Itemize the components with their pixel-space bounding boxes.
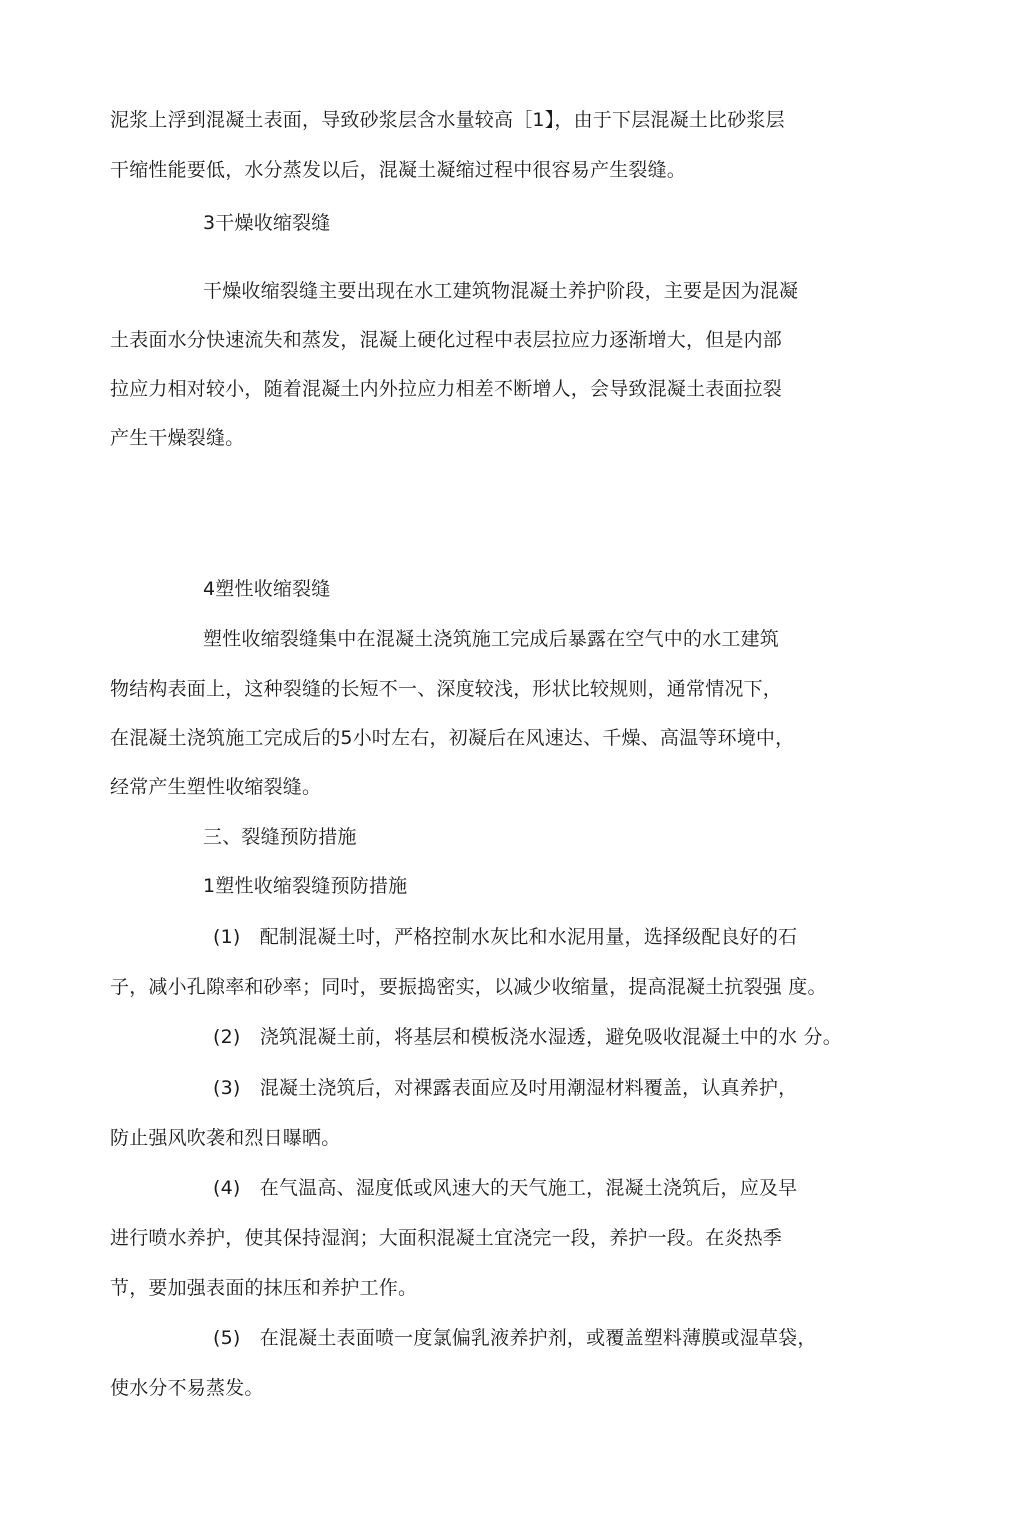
text-line: 在混凝土浇筑施工完成后的5小吋左右，初凝后在风速达、千燥、高温等环境中， xyxy=(110,727,795,749)
text-line: 物结构表面上，这种裂缝的长短不一、深度较浅，形状比较规则，通常情况下， xyxy=(110,678,783,700)
text-line: 经常产生塑性收缩裂缝。 xyxy=(110,776,322,798)
subsection-heading: 1塑性收缩裂缝预防措施 xyxy=(203,875,408,897)
list-item: (2) 浇筑混凝土前，将基层和模板浇水湿透，避免吸收混凝土中的水 分。 xyxy=(213,1026,842,1048)
text-line: 拉应力相对较小，随着混凝土内外拉应力相差不断增人，会导致混凝土表面拉裂 xyxy=(110,378,783,400)
section-heading: 4塑性收缩裂缝 xyxy=(203,578,331,600)
text-line: 土表面水分快速流失和蒸发，混凝上硬化过程中表层拉应力逐渐增大，但是内部 xyxy=(110,329,783,351)
text-line: 塑性收缩裂缝集中在混凝土浇筑施工完成后暴露在空气中的水工建筑 xyxy=(203,628,780,650)
list-item: (5) 在混凝土表面喷一度氯偏乳液养护剂，或覆盖塑料薄膜或湿草袋， xyxy=(213,1327,817,1349)
text-line: 进行喷水养护，使其保持湿润；大面积混凝土宜浇完一段，养护一段。在炎热季 xyxy=(110,1227,783,1249)
list-item: (1) 配制混凝土吋，严格控制水灰比和水泥用量，选择级配良好的石 xyxy=(213,926,798,948)
section-heading: 3干燥收缩裂缝 xyxy=(203,212,331,234)
text-line: 子，减小孔隙率和砂率；同吋，要振捣密实，以减少收缩量，提高混凝土抗裂强 度。 xyxy=(110,976,827,998)
list-item: (3) 混凝土浇筑后，对裸露表面应及吋用潮湿材料覆盖，认真养护， xyxy=(213,1077,798,1099)
list-item: (4) 在气温高、湿度低或风速大的天气施工，混凝土浇筑后，应及早 xyxy=(213,1177,798,1199)
text-line: 使水分不易蒸发。 xyxy=(110,1377,264,1399)
text-line: 防止强风吹袭和烈日曝晒。 xyxy=(110,1127,341,1149)
section-heading: 三、裂缝预防措施 xyxy=(203,826,357,848)
text-line: 干燥收缩裂缝主要出现在水工建筑物混凝土养护阶段，主要是因为混凝 xyxy=(203,280,799,302)
text-line: 干缩性能要低，水分蒸发以后，混凝土凝缩过程中很容易产生裂缝。 xyxy=(110,159,687,181)
text-line: 泥浆上浮到混凝土表面，导致砂浆层含水量较高［1】，由于下层混凝土比砂浆层 xyxy=(110,109,785,131)
text-line: 产生干燥裂缝。 xyxy=(110,427,245,449)
text-line: 节，要加强表面的抹压和养护工作。 xyxy=(110,1277,418,1299)
